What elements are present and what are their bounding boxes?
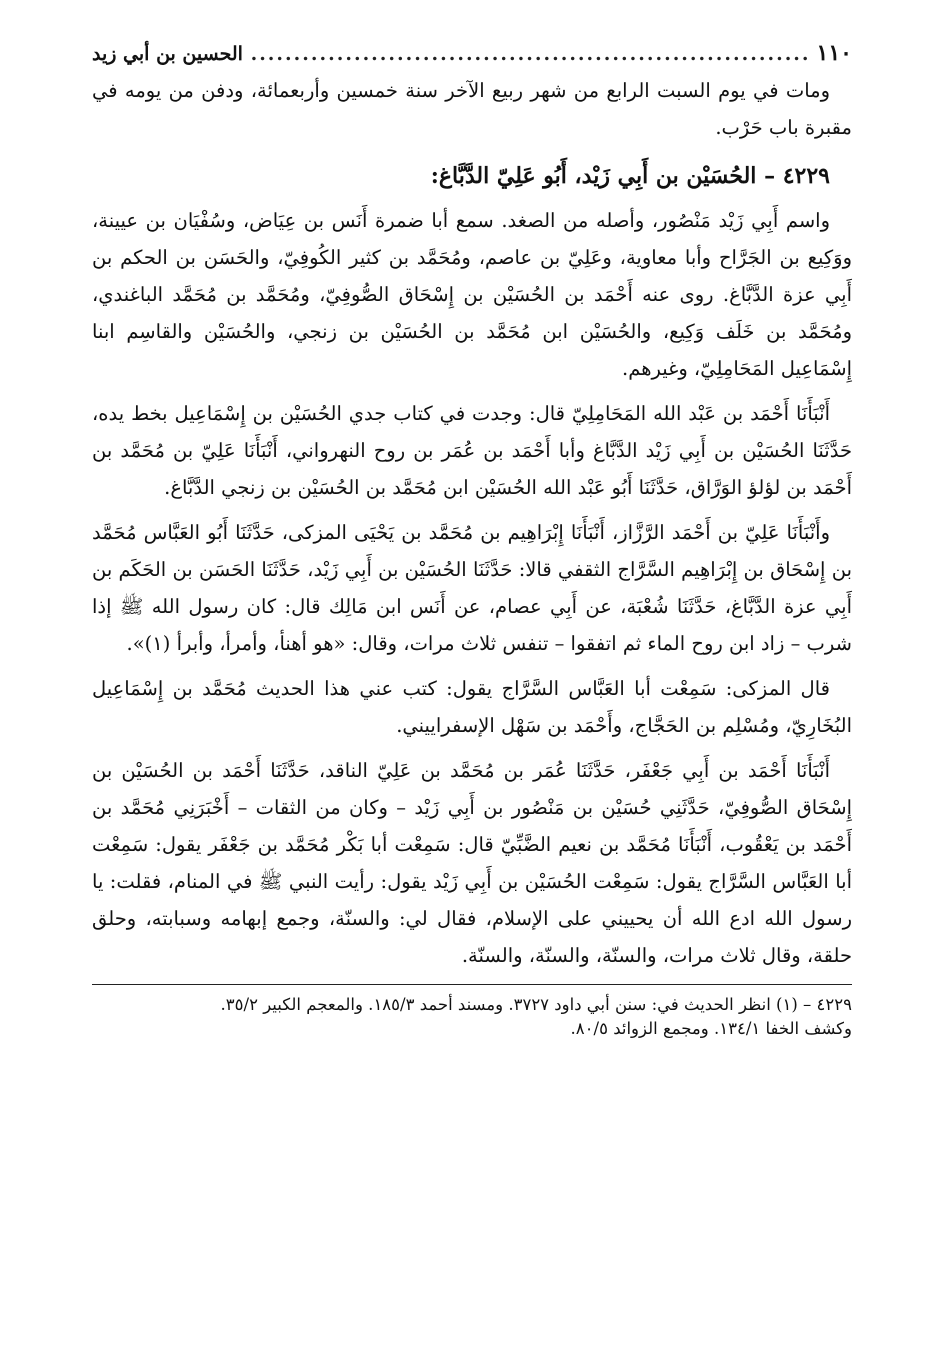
entry-paragraph: أَنْبَأَنَا أَحْمَد بن عَبْد الله المَحَامِلِيّ قال: وجدت في كتاب جدي الحُسَيْن بن إِسْمَاعِيل بخط يده، حَدَّثَنَا الحُسَيْن بن أَبِي زَيْد الدَّبَّاغ وأبا أَحْمَد بن عُمَر بن روح النهرواني، أَنْبَأَنَا عَلِيّ بن مُحَمَّد بن أَحْمَد بن لؤلؤ الوَرَّاق، حَدَّثَنَا أَبُو عَبْد الله الحُسَيْن ابن مُحَمَّد بن الحُسَيْن بن زنجي الدَّبَّاغ. [92, 402, 852, 499]
page-number: ١١٠ [816, 40, 852, 66]
entry-paragraph: قال المزكى: سَمِعْت أبا العَبَّاس السَّرَّاج يقول: كتب عني هذا الحديث مُحَمَّد بن إِسْمَاعِيل البُخَارِيّ، ومُسْلِم بن الحَجَّاج، وأَحْمَد بن سَهْل الإسفراييني. [92, 677, 852, 737]
entry-paragraph: وأَنْبَأَنَا عَلِيّ بن أَحْمَد الرَّزَّاز، أَنْبَأَنَا إِبْرَاهِيم بن مُحَمَّد بن يَحْيَى المزكى، حَدَّثَنَا أَبُو العَبَّاس مُحَمَّد بن إِسْحَاق بن إِبْرَاهِيم السَّرَّاج الثقفي قالا: حَدَّثَنَا الحُسَيْن بن أَبِي زَيْد، حَدَّثَنَا الحَسَن بن الحَكَم بن أَبِي عزة الدَّبَّاغ، حَدَّثَنَا شُعْبَة، عن أَبِي عصام، عن أَنَس ابن مَالِك قال: كان رسول الله ﷺ إذا شرب – زاد ابن روح الماء ثم اتفقوا – تنفس ثلاث مرات، وقال: «هو أهنأ، وأمرأ، وأبرأ (١)». [92, 521, 852, 655]
entry-paragraph: أَنْبَأَنَا أَحْمَد بن أَبِي جَعْفَر، حَدَّثَنَا عُمَر بن مُحَمَّد بن عَلِيّ الناقد، حَدَّثَنَا أَحْمَد بن الحُسَيْن بن إِسْحَاق الصُّوفِيّ، حَدَّثَنِي حُسَيْن بن مَنْصُور بن أَبِي زَيْد – وكان من الثقات – أَخْبَرَنِي مُحَمَّد بن أَحْمَد بن يَعْقُوب، أَنْبَأَنَا مُحَمَّد بن نعيم الضَّبِّيّ قال: سَمِعْت أبا بَكْر مُحَمَّد بن جَعْفَر يقول: سَمِعْت أبا العَبَّاس السَّرَّاج يقول: سَمِعْت الحُسَيْن بن أَبِي زَيْد يقول: رأيت النبي ﷺ في المنام، فقلت: يا رسول الله ادع الله أن يحييني على الإسلام، فقال لي: والسنّة، وجمع إبهامه وسبابته، وحلق حلقة، وقال ثلاث مرات، والسنّة، والسنّة، والسنّة. [92, 759, 852, 967]
footnote-line: ٤٢٢٩ – (١) انظر الحديث في: سنن أبي داود ٣٧٢٧. ومسند أحمد ١٨٥/٣. والمعجم الكبير ٣٥/٢. [220, 995, 852, 1014]
main-text [92, 72, 852, 974]
footnotes [92, 985, 852, 1041]
entry-title: ٤٢٢٩ – الحُسَيْن بن أَبِي زَيْد، أَبُو عَلِيّ الدَّبَّاغ: [430, 163, 830, 189]
page-header [92, 34, 852, 72]
entry-paragraph: واسم أَبِي زَيْد مَنْصُور، وأصله من الصغد. سمع أبا ضمرة أَنَس بن عِيَاض، وسُفْيَان بن عيينة، ووَكِيع بن الجَرَّاح وأبا معاوية، وعَلِيّ بن عاصم، ومُحَمَّد بن كثير الكُوفِيّ، والحَسَن بن الحكم بن أَبِي عزة الدَّبَّاغ. روى عنه أَحْمَد بن الحُسَيْن بن إِسْحَاق الصُّوفِيّ، ومُحَمَّد بن مُحَمَّد الباغندي، ومُحَمَّد بن خَلَف وَكِيع، والحُسَيْن ابن مُحَمَّد بن الحُسَيْن بن زنجي، والحُسَيْن والقاسِم ابنا إِسْمَاعِيل المَحَامِلِيّ، وغيرهم. [92, 209, 852, 380]
running-title: الحسين بن أبي زيد [92, 43, 243, 65]
footnote-line: وكشف الخفا ١٣٤/١. ومجمع الزوائد ٨٠/٥. [570, 1019, 852, 1038]
header-leader-dots [249, 35, 811, 73]
paragraph-continuation: ومات في يوم السبت الرابع من شهر ربيع الآخر سنة خمسين وأربعمائة، ودفن من يومه في مقبرة باب حَرْب. [92, 79, 852, 139]
